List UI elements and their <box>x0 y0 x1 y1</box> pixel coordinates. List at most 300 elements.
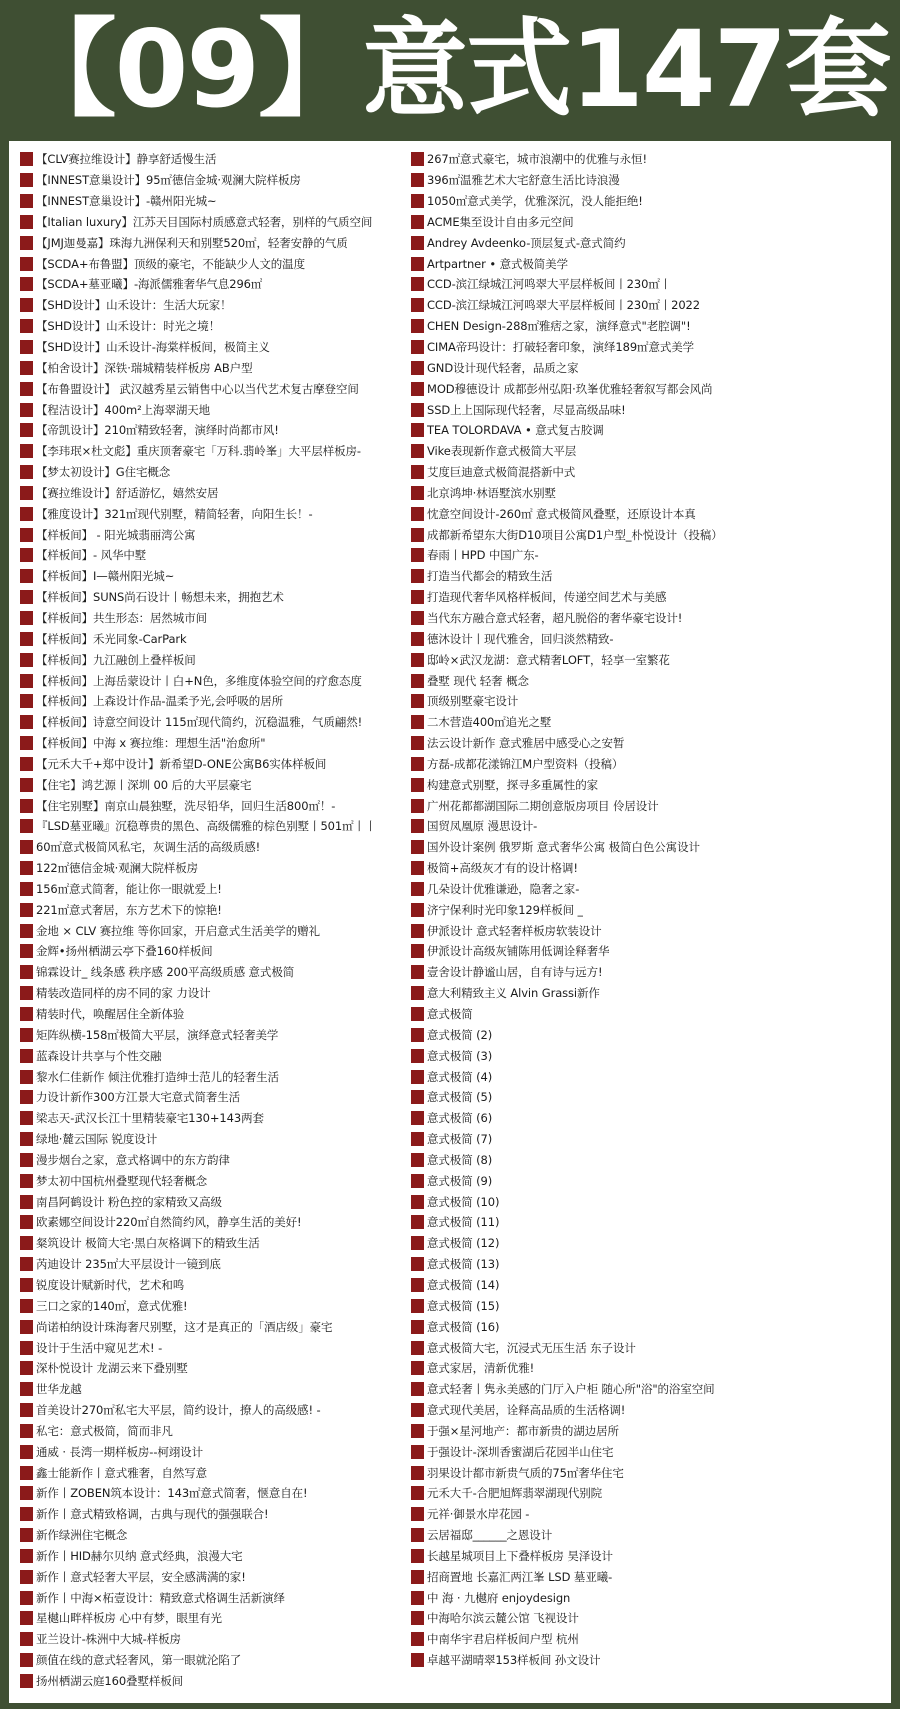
list-item[interactable] <box>18 566 438 587</box>
bullet-icon <box>20 1299 33 1313</box>
list-item-label: 『LSD墓亚曦』沉稳尊贵的黑色、高级儒雅的棕色别墅丨501㎡丨丨 <box>36 819 377 834</box>
list-item[interactable] <box>18 1129 438 1150</box>
list-item[interactable] <box>18 1295 438 1316</box>
bullet-icon <box>20 965 33 979</box>
bullet-icon <box>411 1528 424 1542</box>
bullet-icon <box>20 986 33 1000</box>
list-item[interactable] <box>409 524 885 545</box>
list-item-label: 济宁保利时光印象129样板间 _ <box>427 902 584 917</box>
list-item-label: 意式极简 (10) <box>427 1194 500 1209</box>
list-item[interactable] <box>18 212 438 233</box>
bullet-icon <box>411 340 424 354</box>
list-item[interactable] <box>409 1108 885 1129</box>
list-item[interactable] <box>18 1608 438 1629</box>
list-item[interactable] <box>18 1004 438 1025</box>
bullet-icon <box>20 778 33 792</box>
list-item-label: 元祥·御景水岸花园 - <box>427 1507 530 1522</box>
list-item[interactable] <box>409 357 885 378</box>
list-item-label: 【Italian luxury】江苏天目国际村质感意式轻奢，别样的气质空间 <box>36 214 373 229</box>
list-item[interactable] <box>18 1108 438 1129</box>
list-item-label: 122㎡德信金城·观澜大院样板房 <box>36 861 199 876</box>
list-item[interactable] <box>18 462 438 483</box>
bullet-icon <box>411 298 424 312</box>
bullet-icon <box>411 1424 424 1438</box>
list-item[interactable] <box>409 399 885 420</box>
list-item-label: 意式极简 (3) <box>427 1048 493 1063</box>
list-item-label: 绿地·麓云国际 锐度设计 <box>36 1132 158 1147</box>
list-item-label: 【样板间】- 风华中墅 <box>36 548 147 563</box>
list-item[interactable] <box>409 295 885 316</box>
list-item-label: 元禾大千-合肥旭辉翡翠湖现代别院 <box>427 1486 603 1501</box>
list-item[interactable] <box>18 691 438 712</box>
bullet-icon <box>411 444 424 458</box>
list-item-label: 金辉•扬州栖湖云亭下叠160样板间 <box>36 944 213 959</box>
list-item[interactable] <box>409 733 885 754</box>
list-item[interactable] <box>409 858 885 879</box>
list-item[interactable] <box>18 1504 438 1525</box>
list-item[interactable] <box>409 879 885 900</box>
list-item[interactable] <box>409 378 885 399</box>
list-item[interactable] <box>409 983 885 1004</box>
list-item-label: 【样板间】诗意空间设计 115㎡现代简约，沉稳温雅，气质翩然! <box>36 715 363 730</box>
list-item[interactable] <box>18 753 438 774</box>
list-item-label: 二木营造400㎡追光之墅 <box>427 715 552 730</box>
bullet-icon <box>20 1611 33 1625</box>
list-item[interactable] <box>18 1087 438 1108</box>
list-item-label: 新作绿洲住宅概念 <box>36 1528 128 1543</box>
list-item[interactable] <box>18 1045 438 1066</box>
list-item[interactable] <box>409 1504 885 1525</box>
list-item[interactable] <box>409 1024 885 1045</box>
bullet-icon <box>411 1070 424 1084</box>
list-item[interactable] <box>409 274 885 295</box>
bullet-icon <box>411 1257 424 1271</box>
list-item[interactable] <box>409 670 885 691</box>
list-item[interactable] <box>18 983 438 1004</box>
list-item[interactable] <box>18 149 438 170</box>
bullet-icon <box>411 1653 424 1667</box>
bullet-icon <box>20 1070 33 1084</box>
list-item-label: GND设计现代轻奢，品质之家 <box>427 360 579 375</box>
list-item[interactable] <box>409 899 885 920</box>
list-item[interactable] <box>409 462 885 483</box>
list-item[interactable] <box>409 795 885 816</box>
list-item-label: 打造现代奢华风格样板间，传递空间艺术与美感 <box>427 590 667 605</box>
list-item-label: 意式现代美居，诠释高品质的生活格调! <box>427 1403 626 1418</box>
list-item-label: SSD上上国际现代轻奢，尽显高级品味! <box>427 402 626 417</box>
bullet-icon <box>20 1278 33 1292</box>
list-item[interactable] <box>18 1587 438 1608</box>
list-item-label: 【样板间】I—赣州阳光城~ <box>36 569 175 584</box>
list-item[interactable] <box>409 774 885 795</box>
list-item[interactable] <box>18 649 438 670</box>
list-item[interactable] <box>409 170 885 191</box>
list-item-label: 国贸凤凰原 漫思设计- <box>427 819 538 834</box>
list-item-label: 几朵设计优雅谦逊，隐奢之家- <box>427 881 580 896</box>
list-item[interactable] <box>18 795 438 816</box>
list-item[interactable] <box>409 1212 885 1233</box>
bullet-icon <box>411 1341 424 1355</box>
list-item[interactable] <box>18 858 438 879</box>
bullet-icon <box>20 1257 33 1271</box>
bullet-icon <box>20 465 33 479</box>
list-item[interactable] <box>18 1254 438 1275</box>
list-item[interactable] <box>18 837 438 858</box>
list-item-label: 意式极简 (4) <box>427 1069 493 1084</box>
bullet-icon <box>411 611 424 625</box>
list-item-label: 中 海 · 九樾府 enjoydesign <box>427 1590 571 1605</box>
bullet-icon <box>411 674 424 688</box>
list-item[interactable] <box>18 774 438 795</box>
bullet-icon <box>20 173 33 187</box>
bullet-icon <box>411 465 424 479</box>
bullet-icon <box>20 1111 33 1125</box>
list-item[interactable] <box>409 608 885 629</box>
list-item[interactable] <box>18 1420 438 1441</box>
list-item[interactable] <box>409 691 885 712</box>
list-item[interactable] <box>18 1629 438 1650</box>
left-column <box>18 149 438 1691</box>
list-item[interactable] <box>409 1045 885 1066</box>
bullet-icon <box>20 590 33 604</box>
list-item-label: 267㎡意式豪宅，城市浪潮中的优雅与永恒! <box>427 152 647 167</box>
list-item[interactable] <box>18 1671 438 1692</box>
list-item[interactable] <box>409 1379 885 1400</box>
bullet-icon <box>20 403 33 417</box>
bullet-icon <box>411 694 424 708</box>
list-item[interactable] <box>18 608 438 629</box>
bullet-icon <box>411 799 424 813</box>
header-banner <box>0 0 900 140</box>
list-item[interactable] <box>409 1275 885 1296</box>
list-item-label: 尚诺柏纳设计珠海奢尺别墅，这才是真正的「酒店级」豪宅 <box>36 1319 333 1334</box>
list-item[interactable] <box>18 232 438 253</box>
bullet-icon <box>20 1090 33 1104</box>
list-item-label: 锦霖设计_ 线条感 秩序感 200平高级质感 意式极简 <box>36 965 295 980</box>
list-item[interactable] <box>18 920 438 941</box>
list-item-label: 意式极简 (6) <box>427 1111 493 1126</box>
list-item[interactable] <box>409 1191 885 1212</box>
list-item[interactable] <box>409 545 885 566</box>
bullet-icon <box>20 486 33 500</box>
list-item[interactable] <box>409 1004 885 1025</box>
list-item-label: 忱意空间设计-260㎡ 意式极简风叠墅，还原设计本真 <box>427 506 696 521</box>
bullet-icon <box>20 382 33 396</box>
list-item[interactable] <box>18 337 438 358</box>
list-item[interactable] <box>18 441 438 462</box>
list-item-label: 【INNEST意巢设计】95㎡德信金城·观澜大院样板房 <box>36 173 301 188</box>
list-item-label: CCD-滨江绿城江河鸣翠大平层样板间丨230㎡丨 <box>427 277 672 292</box>
list-item[interactable] <box>18 1379 438 1400</box>
list-item[interactable] <box>18 378 438 399</box>
list-item-label: Artpartner • 意式极简美学 <box>427 256 568 271</box>
list-item[interactable] <box>18 399 438 420</box>
list-item[interactable] <box>409 920 885 941</box>
list-item-label: 【INNEST意巢设计】-赣州阳光城~ <box>36 194 217 209</box>
list-item[interactable] <box>409 1441 885 1462</box>
list-item[interactable] <box>18 733 438 754</box>
list-item[interactable] <box>409 149 885 170</box>
list-item-label: 于强×星河地产：都市新贵的湖边居所 <box>427 1423 619 1438</box>
list-item[interactable] <box>18 962 438 983</box>
bullet-icon <box>20 1591 33 1605</box>
list-item[interactable] <box>409 1150 885 1171</box>
list-item[interactable] <box>409 212 885 233</box>
bullet-icon <box>20 277 33 291</box>
list-item-label: 欧素娜空间设计220㎡自然简约风，静享生活的美好! <box>36 1215 302 1230</box>
list-item[interactable] <box>18 1441 438 1462</box>
bullet-icon <box>411 1215 424 1229</box>
list-item[interactable] <box>409 649 885 670</box>
list-item[interactable] <box>18 1275 438 1296</box>
bullet-icon <box>20 152 33 166</box>
list-item-label: 世华龙越 <box>36 1382 82 1397</box>
bullet-icon <box>411 1570 424 1584</box>
list-item[interactable] <box>409 1337 885 1358</box>
list-item[interactable] <box>409 1462 885 1483</box>
list-item-label: 新作丨意式轻奢大平层，安全感满满的家! <box>36 1569 246 1584</box>
list-item[interactable] <box>18 670 438 691</box>
bullet-icon <box>20 1341 33 1355</box>
bullet-icon <box>411 840 424 854</box>
list-item-label: 梁志天-武汉长江十里精装豪宅130+143两套 <box>36 1111 264 1126</box>
list-item[interactable] <box>18 170 438 191</box>
list-item-label: 星樾山畔样板房 心中有梦，眼里有光 <box>36 1611 222 1626</box>
list-item[interactable] <box>18 816 438 837</box>
list-item[interactable] <box>409 420 885 441</box>
list-item[interactable] <box>409 191 885 212</box>
list-item[interactable] <box>18 712 438 733</box>
list-item[interactable] <box>18 191 438 212</box>
bullet-icon <box>411 1007 424 1021</box>
list-item[interactable] <box>18 1400 438 1421</box>
bullet-icon <box>20 194 33 208</box>
bullet-icon <box>20 1028 33 1042</box>
list-item-label: 春雨丨HPD 中国广东- <box>427 548 539 563</box>
list-item-label: 芮迪设计 235㎡大平层设计一镜到底 <box>36 1257 221 1272</box>
list-item[interactable] <box>18 503 438 524</box>
list-item-label: CIMA帝玛设计：打破轻奢印象，演绎189㎡意式美学 <box>427 340 695 355</box>
list-item[interactable] <box>18 879 438 900</box>
list-item[interactable] <box>409 1087 885 1108</box>
list-item[interactable] <box>18 899 438 920</box>
list-item[interactable] <box>409 1587 885 1608</box>
bullet-icon <box>411 152 424 166</box>
list-item[interactable] <box>409 1358 885 1379</box>
list-item-label: 【住宅】鸿艺源丨深圳 00 后的大平层豪宅 <box>36 777 252 792</box>
bullet-icon <box>411 1111 424 1125</box>
bullet-icon <box>20 819 33 833</box>
list-item[interactable] <box>18 1233 438 1254</box>
bullet-icon <box>20 528 33 542</box>
list-item[interactable] <box>18 524 438 545</box>
bullet-icon <box>411 1549 424 1563</box>
list-item[interactable] <box>18 483 438 504</box>
list-item[interactable] <box>409 566 885 587</box>
list-item[interactable] <box>409 712 885 733</box>
bullet-icon <box>411 361 424 375</box>
list-item[interactable] <box>18 295 438 316</box>
list-item[interactable] <box>409 962 885 983</box>
list-item-label: 【样板间】中海 x 赛拉维：理想生活"治愈所" <box>36 736 266 751</box>
bullet-icon <box>411 403 424 417</box>
list-item[interactable] <box>18 1316 438 1337</box>
list-item-label: 意式极简大宅，沉浸式无压生活 东子设计 <box>427 1340 636 1355</box>
list-item[interactable] <box>18 1462 438 1483</box>
bullet-icon <box>20 1507 33 1521</box>
list-item[interactable] <box>18 1212 438 1233</box>
list-item[interactable] <box>409 316 885 337</box>
list-item[interactable] <box>409 816 885 837</box>
list-item[interactable] <box>409 587 885 608</box>
list-item-label: 叠墅 现代 轻奢 概念 <box>427 673 529 688</box>
list-item[interactable] <box>409 1170 885 1191</box>
list-item-label: 156㎡意式简奢，能让你一眼就爱上! <box>36 881 222 896</box>
bullet-icon <box>411 1236 424 1250</box>
bullet-icon <box>411 507 424 521</box>
list-item[interactable] <box>409 441 885 462</box>
list-item[interactable] <box>409 1254 885 1275</box>
list-item-label: 长越星城项目上下叠样板房 昊泽设计 <box>427 1548 613 1563</box>
list-item[interactable] <box>409 232 885 253</box>
list-item[interactable] <box>18 1358 438 1379</box>
list-item[interactable] <box>18 628 438 649</box>
bullet-icon <box>411 1632 424 1646</box>
bullet-icon <box>411 757 424 771</box>
list-item[interactable] <box>409 1233 885 1254</box>
bullet-icon <box>20 257 33 271</box>
list-item[interactable] <box>18 1566 438 1587</box>
list-item[interactable] <box>18 1337 438 1358</box>
list-item[interactable] <box>18 941 438 962</box>
list-item-label: 意式极简 (8) <box>427 1152 493 1167</box>
list-item-label: 【柏舍设计】深铁·瑞城精装样板房 AB户型 <box>36 360 253 375</box>
list-item-label: 【样板间】上海岳蒙设计丨白+N色，多维度体验空间的疗愈态度 <box>36 673 362 688</box>
list-item[interactable] <box>18 545 438 566</box>
list-item[interactable] <box>409 753 885 774</box>
list-item-label: 壹舍设计静谧山居，自有诗与远方! <box>427 965 603 980</box>
list-item[interactable] <box>18 1650 438 1671</box>
list-item-label: 【JMJ迦曼嘉】珠海九洲保利天和别墅520㎡，轻奢安静的气质 <box>36 235 348 250</box>
bullet-icon <box>20 1153 33 1167</box>
list-item[interactable] <box>409 941 885 962</box>
bullet-icon <box>411 319 424 333</box>
list-item[interactable] <box>18 1191 438 1212</box>
bullet-icon <box>411 1403 424 1417</box>
list-item[interactable] <box>18 357 438 378</box>
list-item-label: 396㎡温雅艺术大宅舒意生活比诗浪漫 <box>427 173 620 188</box>
list-item-label: 【元禾大千+郑中设计】新希望D-ONE公寓B6实体样板间 <box>36 756 327 771</box>
bullet-icon <box>411 1174 424 1188</box>
bullet-icon <box>411 173 424 187</box>
bullet-icon <box>20 1132 33 1146</box>
list-item[interactable] <box>409 1525 885 1546</box>
list-item[interactable] <box>409 483 885 504</box>
list-item[interactable] <box>409 503 885 524</box>
list-item-label: 意式极简 (11) <box>427 1215 500 1230</box>
list-item[interactable] <box>409 1650 885 1671</box>
list-item[interactable] <box>409 1295 885 1316</box>
list-item[interactable] <box>18 274 438 295</box>
bullet-icon <box>411 1090 424 1104</box>
list-item-label: 1050㎡意式美学，优雅深沉，没人能拒绝! <box>427 194 643 209</box>
list-item[interactable] <box>18 1483 438 1504</box>
list-item-label: 中南华宇君启样板间户型 杭州 <box>427 1632 579 1647</box>
list-item-label: 【SHD设计】山禾设计：时光之境！ <box>36 319 221 334</box>
bullet-icon <box>20 507 33 521</box>
list-item[interactable] <box>409 1483 885 1504</box>
list-item[interactable] <box>18 1024 438 1045</box>
list-item-label: 【样板间】九江融创上叠样板间 <box>36 652 196 667</box>
list-item[interactable] <box>409 1420 885 1441</box>
bullet-icon <box>20 1466 33 1480</box>
bullet-icon <box>411 528 424 542</box>
list-item[interactable] <box>18 316 438 337</box>
list-item[interactable] <box>409 1066 885 1087</box>
list-item[interactable] <box>18 587 438 608</box>
list-item-label: 【SHD设计】山禾设计-海棠样板间，极简主义 <box>36 340 270 355</box>
bullet-icon <box>411 1153 424 1167</box>
list-item[interactable] <box>18 1150 438 1171</box>
list-item-label: 【样板间】共生形态：居然城市间 <box>36 610 207 625</box>
list-item[interactable] <box>409 337 885 358</box>
list-item[interactable] <box>409 837 885 858</box>
list-item[interactable] <box>409 1316 885 1337</box>
list-item-label: Andrey Avdeenko-顶层复式-意式简约 <box>427 235 626 250</box>
list-item[interactable] <box>18 1546 438 1567</box>
list-item[interactable] <box>18 1525 438 1546</box>
bullet-icon <box>20 840 33 854</box>
bullet-icon <box>20 298 33 312</box>
bullet-icon <box>411 277 424 291</box>
list-item[interactable] <box>409 1129 885 1150</box>
list-item[interactable] <box>409 1608 885 1629</box>
list-item-label: 新作丨意式精致格调，古典与现代的强强联合! <box>36 1507 269 1522</box>
bullet-icon <box>20 715 33 729</box>
list-item-label: 【雅度设计】321㎡现代别墅，精简轻奢，向阳生长！- <box>36 506 313 521</box>
list-item[interactable] <box>409 1629 885 1650</box>
bullet-icon <box>20 1382 33 1396</box>
list-item-label: 意式极简 (14) <box>427 1277 500 1292</box>
list-item-label: 德沐设计丨现代雅舍，回归淡然精致- <box>427 631 614 646</box>
list-item[interactable] <box>409 1566 885 1587</box>
list-item-label: 粲筑设计 极简大宅·黑白灰格调下的精致生活 <box>36 1236 260 1251</box>
bullet-icon <box>411 194 424 208</box>
list-item[interactable] <box>409 1400 885 1421</box>
list-item-label: 黎水仁佳新作 倾注优雅打造绅士范儿的轻奢生活 <box>36 1069 279 1084</box>
list-item[interactable] <box>409 628 885 649</box>
list-item[interactable] <box>18 420 438 441</box>
bullet-icon <box>20 548 33 562</box>
list-item[interactable] <box>409 1546 885 1567</box>
list-item-label: 伊派设计 意式轻奢样板房软装设计 <box>427 923 602 938</box>
list-item[interactable] <box>409 253 885 274</box>
list-item-label: 意大利精致主义 Alvin Grassi新作 <box>427 986 600 1001</box>
bullet-icon <box>20 1632 33 1646</box>
list-item[interactable] <box>18 253 438 274</box>
list-item[interactable] <box>18 1170 438 1191</box>
bullet-icon <box>411 882 424 896</box>
bullet-icon <box>20 215 33 229</box>
list-item-label: 意式极简 <box>427 1007 473 1022</box>
list-item[interactable] <box>18 1066 438 1087</box>
bullet-icon <box>411 1507 424 1521</box>
bullet-icon <box>411 423 424 437</box>
list-item-label: 新作丨中海×柘壹设计：精致意式格调生活新演绎 <box>36 1590 285 1605</box>
bullet-icon <box>411 903 424 917</box>
list-item-label: 招商置地 长嘉汇两江峯 LSD 墓亚曦- <box>427 1569 613 1584</box>
bullet-icon <box>20 569 33 583</box>
